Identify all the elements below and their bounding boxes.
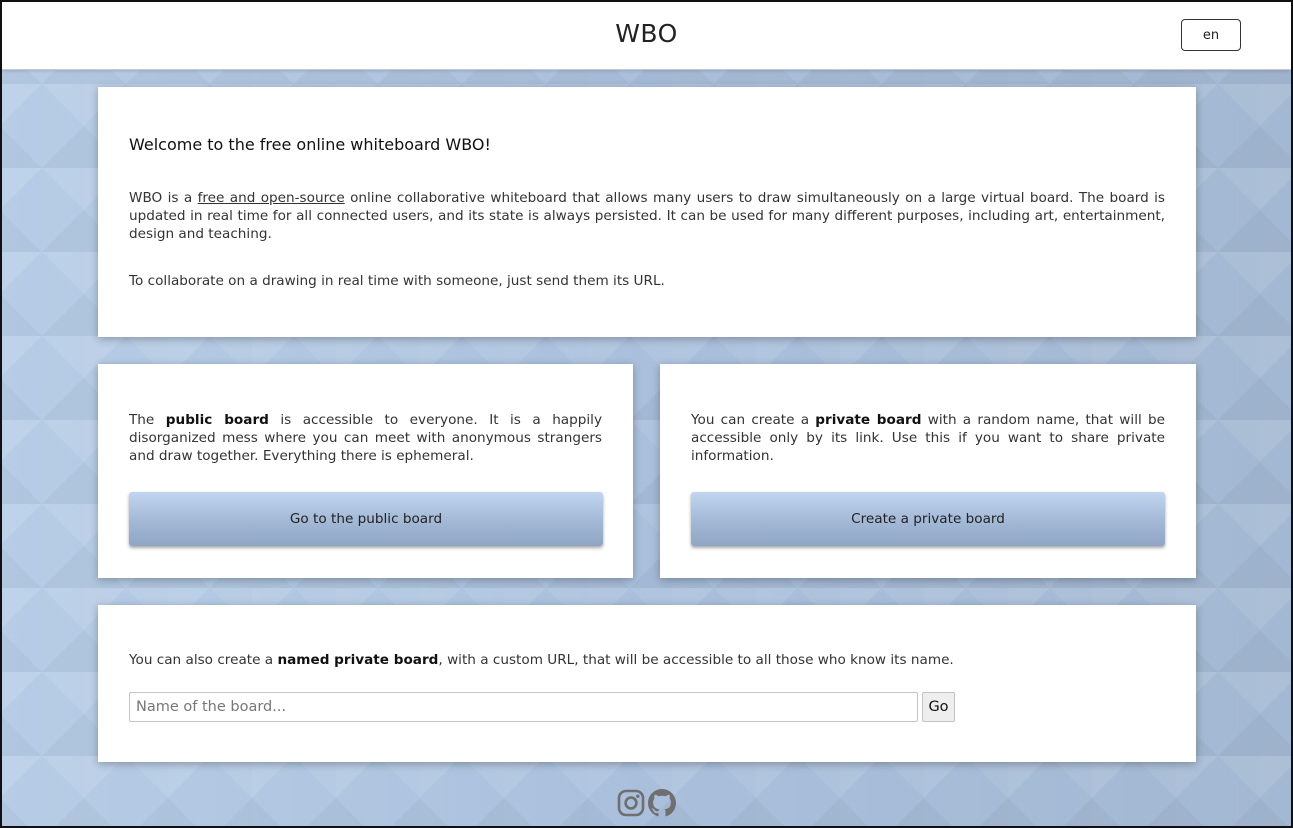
welcome-heading: Welcome to the free online whiteboard WBO! — [129, 135, 491, 154]
instagram-icon[interactable] — [617, 789, 645, 817]
public-board-card — [98, 364, 633, 578]
site-title: WBO — [615, 19, 678, 48]
go-public-board-button[interactable]: Go to the public board — [129, 492, 603, 546]
create-private-board-button[interactable]: Create a private board — [691, 492, 1165, 546]
intro-text-before: WBO is a — [129, 190, 198, 206]
named-board-card — [98, 605, 1196, 762]
collaborate-paragraph: To collaborate on a drawing in real time with someone, just send them its URL. — [129, 273, 665, 289]
board-name-input[interactable] — [129, 692, 918, 722]
public-board-description — [129, 411, 602, 465]
public-text-before: The — [129, 412, 166, 428]
header — [2, 2, 1291, 70]
named-board-description — [129, 651, 1165, 669]
private-board-description — [691, 411, 1165, 465]
language-selector[interactable]: en — [1181, 19, 1241, 51]
public-board-strong: public board — [165, 412, 269, 428]
welcome-card — [98, 87, 1196, 337]
named-board-strong: named private board — [277, 652, 439, 668]
go-button[interactable]: Go — [922, 692, 955, 722]
public-text-after: is accessible to everyone. It is a happily disorganized mess where you can meet with anonymous strangers and draw together. Everything there is ephemeral. — [129, 412, 602, 464]
open-source-link[interactable]: free and open-source — [197, 190, 345, 206]
private-text-before: You can create a — [691, 412, 816, 428]
intro-paragraph — [129, 189, 1165, 243]
footer-links — [617, 789, 679, 821]
named-text-after: , with a custom URL, that will be accessible to all those who know its name. — [438, 652, 954, 668]
private-board-strong: private board — [815, 412, 922, 428]
private-board-card — [660, 364, 1196, 578]
intro-text-after: online collaborative whiteboard that allows many users to draw simultaneously on a large virtual board. The board is updated in real time for all connected users, and its state is always persisted. It can be used for many different purposes, including art, entertainment, design and teaching. — [129, 190, 1165, 242]
github-icon[interactable] — [648, 789, 676, 817]
private-text-after: with a random name, that will be accessible only by its link. Use this if you want to share private information. — [691, 412, 1165, 464]
named-text-before: You can also create a — [129, 652, 278, 668]
